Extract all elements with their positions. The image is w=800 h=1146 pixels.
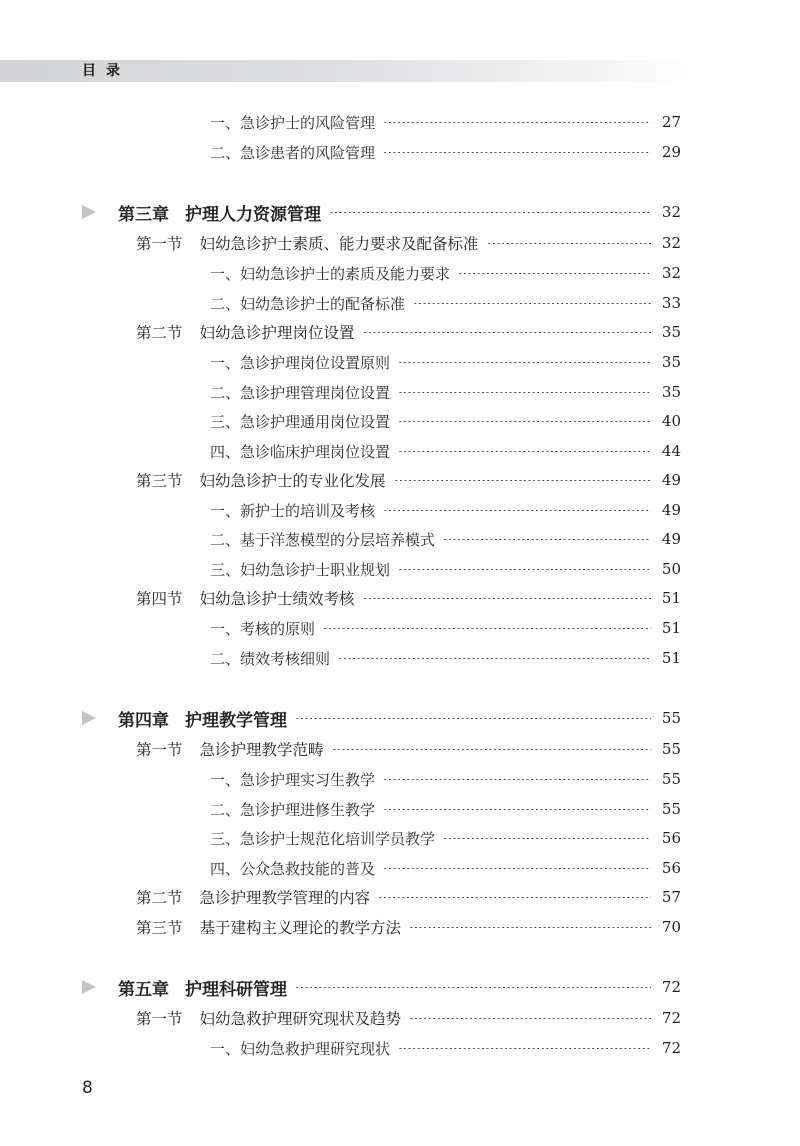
- toc-entry-title: 妇幼急救护理研究现状及趋势: [199, 1010, 402, 1028]
- toc-page-number: 56: [661, 859, 681, 877]
- toc-page-number: 35: [661, 353, 681, 371]
- toc-entry-title: 妇幼急诊护理岗位设置: [199, 324, 355, 342]
- toc-entry-title: 一、急诊护士的风险管理: [210, 113, 376, 132]
- dot-leader: [332, 749, 651, 750]
- toc-entry-number: 第四节: [136, 590, 183, 608]
- toc-entry-number: 第五章: [118, 979, 169, 1000]
- dot-leader: [383, 152, 651, 153]
- toc-entry-title: 妇幼急诊护士素质、能力要求及配备标准: [199, 235, 479, 253]
- toc-section[interactable]: [136, 737, 681, 761]
- toc-entry-label: [210, 411, 390, 432]
- toc-page-number: 32: [661, 234, 681, 252]
- toc-page-number: 51: [661, 649, 681, 667]
- toc-entry-title: 护理科研管理: [185, 979, 287, 1000]
- toc-chapter[interactable]: [118, 200, 681, 224]
- toc-subsection[interactable]: [210, 767, 681, 791]
- toc-chapter[interactable]: [118, 975, 681, 999]
- dot-leader: [383, 510, 651, 511]
- toc-entry-title: 二、急诊护理管理岗位设置: [210, 383, 391, 402]
- toc-entry-label: [136, 469, 386, 491]
- toc-page-number: 49: [661, 471, 681, 489]
- toc-entry-title: 一、新护士的培训及考核: [210, 501, 376, 520]
- dot-leader: [398, 451, 651, 452]
- toc-page-number: 55: [661, 770, 681, 788]
- toc-entry-number: 第一节: [136, 741, 183, 759]
- dot-leader: [378, 897, 651, 898]
- toc-entry-label: [136, 232, 479, 254]
- toc-entry-label: [210, 648, 330, 669]
- toc-entry-title: 二、绩效考核细则: [210, 649, 331, 668]
- toc-entry-label: [210, 618, 315, 639]
- toc-section[interactable]: [136, 885, 681, 909]
- toc-page-number: 50: [661, 560, 681, 578]
- dot-leader: [443, 539, 651, 540]
- toc-entry-number: 第三节: [136, 919, 183, 937]
- toc-entry-label: [210, 500, 375, 521]
- toc-subsection[interactable]: [210, 498, 681, 522]
- toc-entry-label: [210, 352, 390, 373]
- dot-leader: [409, 1018, 651, 1019]
- toc-subsection[interactable]: [210, 291, 681, 315]
- toc-entry-label: [210, 799, 375, 820]
- toc-page-number: 55: [661, 740, 681, 758]
- toc-entry-title: 二、基于洋葱模型的分层培养模式: [210, 530, 436, 549]
- toc-subsection[interactable]: [210, 856, 681, 880]
- toc-entry-label: [210, 529, 435, 550]
- page-number: 8: [82, 1078, 93, 1098]
- toc-page-number: 44: [661, 442, 681, 460]
- toc-entry-title: 护理教学管理: [185, 710, 287, 731]
- toc-subsection[interactable]: [210, 140, 681, 164]
- toc-section[interactable]: [136, 468, 681, 492]
- toc-entry-label: [136, 886, 370, 908]
- toc-entry-label: [210, 441, 390, 462]
- chapter-marker-icon: [82, 711, 96, 725]
- dot-leader: [363, 598, 651, 599]
- dot-leader: [295, 718, 651, 719]
- toc-entry-title: 二、妇幼急诊护士的配备标准: [210, 294, 406, 313]
- toc-page-number: 57: [661, 888, 681, 906]
- dot-leader: [443, 838, 651, 839]
- toc-entry-title: 三、妇幼急诊护士职业规划: [210, 560, 391, 579]
- toc-entry-label: [118, 975, 287, 1000]
- toc-entry-title: 四、急诊临床护理岗位设置: [210, 442, 391, 461]
- toc-entry-label: [210, 769, 375, 790]
- toc-page-number: 55: [661, 800, 681, 818]
- toc-page-number: 70: [661, 918, 681, 936]
- toc-subsection[interactable]: [210, 350, 681, 374]
- toc-section[interactable]: [136, 231, 681, 255]
- toc-entry-title: 妇幼急诊护士的专业化发展: [199, 472, 386, 490]
- toc-subsection[interactable]: [210, 527, 681, 551]
- toc-entry-number: 第三章: [118, 204, 169, 225]
- toc-page-number: 40: [661, 412, 681, 430]
- chapter-marker-icon: [82, 980, 96, 994]
- dot-leader: [383, 122, 651, 123]
- toc-subsection[interactable]: [210, 646, 681, 670]
- dot-leader: [394, 480, 651, 481]
- dot-leader: [398, 421, 651, 422]
- toc-page-number: 35: [661, 323, 681, 341]
- dot-leader: [323, 628, 651, 629]
- toc-entry-title: 三、急诊护理通用岗位设置: [210, 412, 391, 431]
- toc-entry-title: 急诊护理教学范畴: [199, 741, 324, 759]
- dot-leader: [398, 1048, 651, 1049]
- toc-subsection[interactable]: [210, 380, 681, 404]
- toc-section[interactable]: [136, 320, 681, 344]
- toc-section[interactable]: [136, 1006, 681, 1030]
- dot-leader: [413, 303, 651, 304]
- toc-subsection[interactable]: [210, 557, 681, 581]
- toc-entry-title: 三、急诊护士规范化培训学员教学: [210, 829, 436, 848]
- dot-leader: [329, 212, 651, 213]
- toc-entry-number: 第二节: [136, 324, 183, 342]
- toc-subsection[interactable]: [210, 439, 681, 463]
- toc-entry-label: [136, 738, 324, 760]
- toc-entry-label: [210, 1038, 390, 1059]
- toc-subsection[interactable]: [210, 110, 681, 134]
- dot-leader: [487, 243, 651, 244]
- toc-subsection[interactable]: [210, 409, 681, 433]
- toc-entry-label: [136, 321, 355, 343]
- toc-entry-label: [210, 828, 435, 849]
- toc-page-number: 32: [661, 203, 681, 221]
- toc-page-number: 35: [661, 383, 681, 401]
- toc-entry-title: 一、妇幼急诊护士的素质及能力要求: [210, 264, 451, 283]
- toc-entry-number: 第四章: [118, 710, 169, 731]
- toc-entry-number: 第一节: [136, 235, 183, 253]
- dot-leader: [295, 987, 651, 988]
- toc-entry-label: [210, 263, 450, 284]
- dot-leader: [398, 362, 651, 363]
- toc-page-number: 72: [661, 978, 681, 996]
- toc-entry-title: 妇幼急诊护士绩效考核: [199, 590, 355, 608]
- toc-entry-title: 急诊护理教学管理的内容: [199, 889, 371, 907]
- dot-leader: [338, 658, 651, 659]
- toc-subsection[interactable]: [210, 826, 681, 850]
- dot-leader: [383, 809, 651, 810]
- toc-page-number: 49: [661, 501, 681, 519]
- toc-entry-label: [136, 1007, 401, 1029]
- toc-entry-title: 二、急诊护理进修生教学: [210, 800, 376, 819]
- toc-entry-title: 四、公众急救技能的普及: [210, 859, 376, 878]
- dot-leader: [363, 332, 651, 333]
- toc-entry-label: [210, 382, 390, 403]
- toc-page-number: 49: [661, 530, 681, 548]
- chapter-marker-icon: [82, 205, 96, 219]
- dot-leader: [398, 392, 651, 393]
- toc-entry-title: 一、妇幼急救护理研究现状: [210, 1039, 391, 1058]
- toc-entry-label: [118, 706, 287, 731]
- toc-page-number: 51: [661, 619, 681, 637]
- toc-entry-label: [210, 142, 375, 163]
- toc-chapter[interactable]: [118, 706, 681, 730]
- toc-subsection[interactable]: [210, 797, 681, 821]
- toc-entry-title: 一、急诊护理实习生教学: [210, 770, 376, 789]
- toc-entry-number: 第一节: [136, 1010, 183, 1028]
- toc-entry-label: [136, 916, 401, 938]
- dot-leader: [398, 569, 651, 570]
- toc-entry-title: 二、急诊患者的风险管理: [210, 143, 376, 162]
- toc-subsection[interactable]: [210, 1036, 681, 1060]
- toc-page-number: 33: [661, 294, 681, 312]
- toc-subsection[interactable]: [210, 616, 681, 640]
- toc-entry-number: 第二节: [136, 889, 183, 907]
- toc-entry-label: [118, 200, 321, 225]
- toc-entry-title: 护理人力资源管理: [185, 204, 321, 225]
- toc-entry-title: 一、急诊护理岗位设置原则: [210, 353, 391, 372]
- toc-page-number: 72: [661, 1009, 681, 1027]
- toc-subsection[interactable]: [210, 261, 681, 285]
- toc-page-number: 32: [661, 264, 681, 282]
- dot-leader: [383, 779, 651, 780]
- toc-page-number: 56: [661, 829, 681, 847]
- toc-page-number: 27: [661, 113, 681, 131]
- toc-page-number: 55: [661, 709, 681, 727]
- toc-entry-label: [210, 559, 390, 580]
- toc-entry-label: [210, 858, 375, 879]
- header-title: 目录: [82, 63, 130, 79]
- toc-entry-title: 一、考核的原则: [210, 619, 316, 638]
- toc-section[interactable]: [136, 915, 681, 939]
- toc-entry-label: [210, 293, 405, 314]
- toc-page-number: 29: [661, 143, 681, 161]
- toc-entry-title: 基于建构主义理论的教学方法: [199, 919, 402, 937]
- toc-entry-label: [210, 112, 375, 133]
- toc-entry-number: 第三节: [136, 472, 183, 490]
- toc-section[interactable]: [136, 586, 681, 610]
- toc-page-number: 51: [661, 589, 681, 607]
- dot-leader: [383, 868, 651, 869]
- toc-entry-label: [136, 587, 355, 609]
- dot-leader: [409, 927, 651, 928]
- toc-page-number: 72: [661, 1039, 681, 1057]
- dot-leader: [458, 273, 651, 274]
